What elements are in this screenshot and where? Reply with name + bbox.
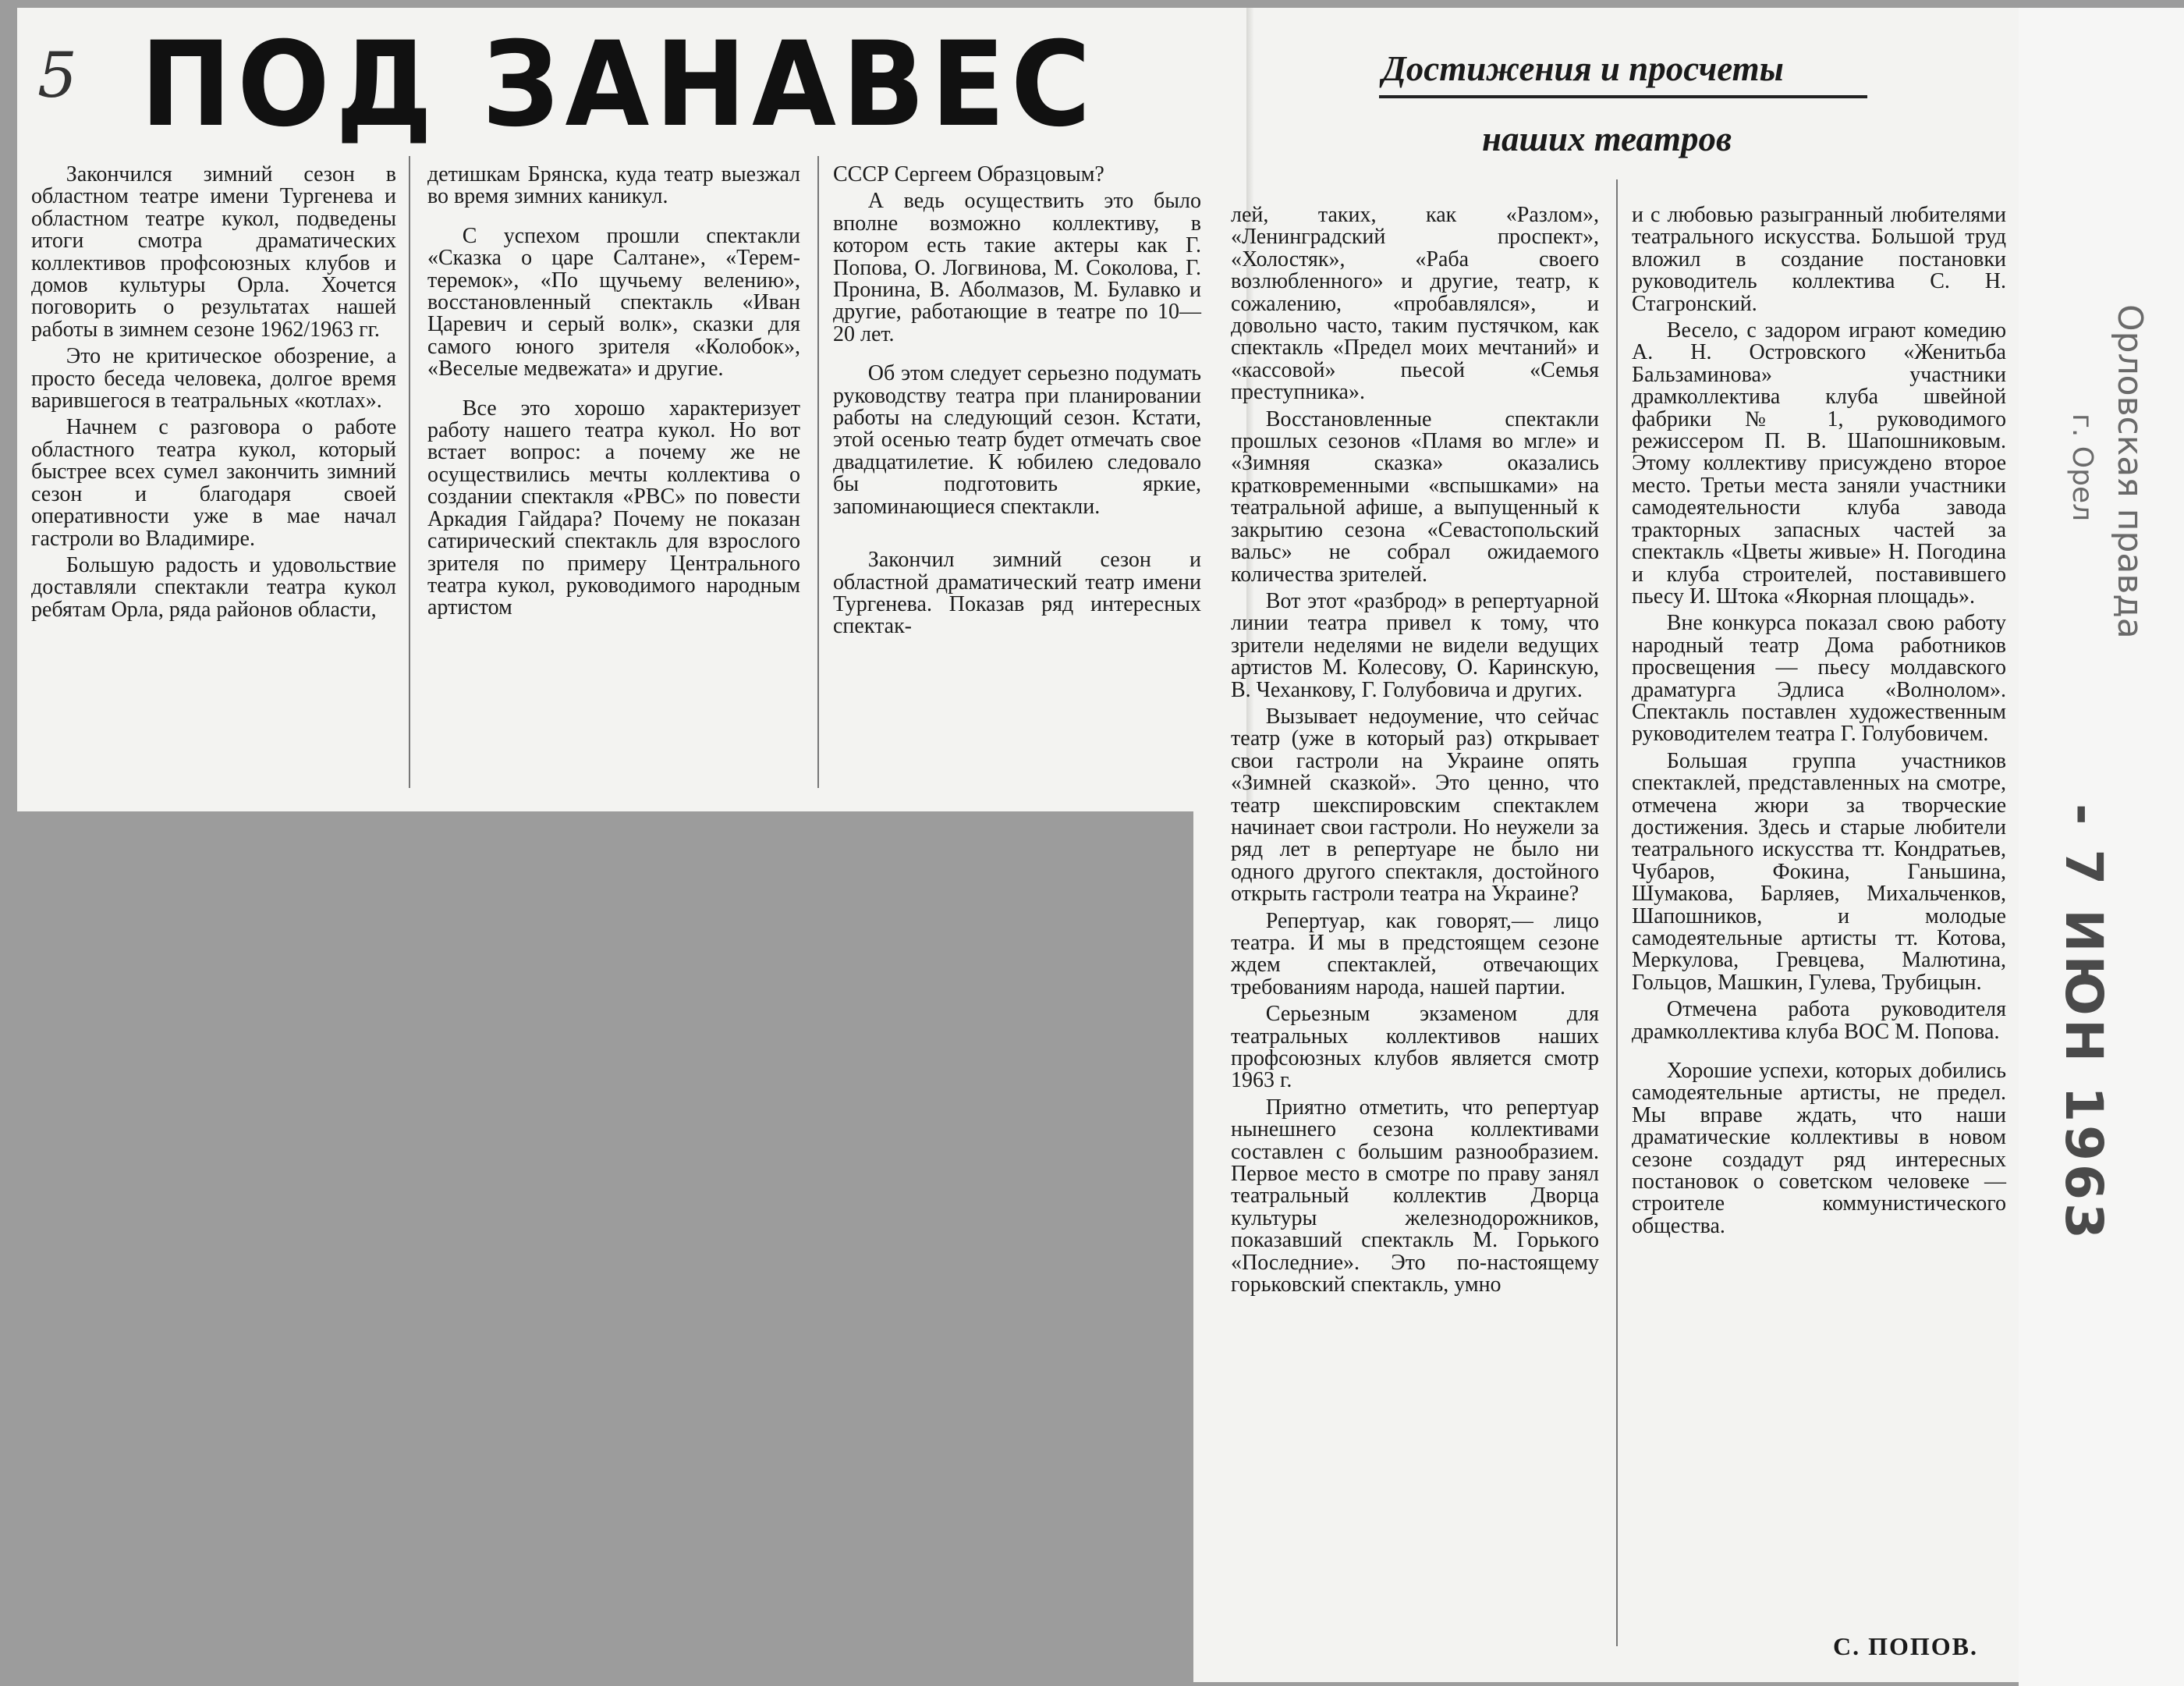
paragraph: Отмечена работа руководителя драмколлектива клуба ВОС М. Попова. xyxy=(1632,997,2006,1044)
article-column-4 xyxy=(1231,204,1599,1297)
paragraph: Хорошие успехи, которых добились самодеятельные артисты, не предел. Мы вправе ждать, что наши драматические коллективы в новом сезоне создадут ряд интересных постановок о советском человеке — строителе коммунистического общества. xyxy=(1632,1059,2006,1238)
column-divider xyxy=(817,156,819,788)
paragraph: Восстановленные спектакли прошлых сезонов «Пламя во мгле» и «Зимняя сказка» оказались кратковременными «вспышками» на театральной афише, а выпущенный к закрытию сезона «Севастопольский вальс» не собрал ожидаемого количества зрителей. xyxy=(1231,406,1599,587)
paragraph: Серьезным экзаменом для театральных коллективов наших профсоюзных клубов является смотр 1963 г. xyxy=(1231,1002,1599,1093)
paragraph: Закончился зимний сезон в областном театре имени Тургенева и областном театре кукол, подведены итоги смотра драматических коллективов профсоюзных клубов и домов культуры Орла. Хочется поговорить о результатах нашей работы в зимнем сезоне 1962/1963 гг. xyxy=(31,162,396,342)
paragraph: Закончил зимний сезон и областной драматический театр имени Тургенева. Показав ряд интересных спектак- xyxy=(833,548,1201,639)
archive-stamp-date: - 7 ИЮН 1963 xyxy=(2054,804,2114,1242)
paragraph: Вне конкурса показал свою работу народный театр Дома работников просвещения — пьесу молдавского драматурга Эдлиса «Волнолом». Спектакль поставлен художественным руководителем театра Г. Голубовичем. xyxy=(1632,611,2006,747)
paragraph: детишкам Брянска, куда театр выезжал во время зимних каникул. xyxy=(427,162,800,209)
paragraph: С успехом прошли спектакли «Сказка о царе Салтане», «Терем-теремок», «По щучьему велению», восстановленный спектакль «Иван Царевич и серый волк», сказки для самого юного зрителя «Колобок», «Веселые медвежата» и другие. xyxy=(427,223,800,382)
paragraph: СССР Сергеем Образцовым? xyxy=(833,162,1104,186)
paragraph: Репертуар, как говорят,— лицо театра. И мы в предстоящем сезоне ждем спектаклей, отвечающих требованиям народа, нашей партии. xyxy=(1231,908,1599,999)
article-column-1 xyxy=(31,164,396,621)
page-number-mark: 5 xyxy=(37,39,77,112)
paragraph: Вот этот «разброд» в репертуарной линии театра привел к тому, что зрители неделями не видели ведущих артистов М. Колесову, О. Каринскую, В. Чеханкову, Г. Голубовича и других. xyxy=(1231,588,1599,702)
paragraph: Начнем с разговора о работе областного театра кукол, который быстрее всех сумел закончить зимний сезон и благодаря своей оперативности уже в мае начал гастроли во Владимире. xyxy=(31,415,396,551)
paragraph: Большую радость и удовольствие доставляли спектакли театра кукол ребятам Орла, ряда районов области, xyxy=(31,552,396,622)
paragraph: Вызывает недоумение, что сейчас театр (уже в который раз) открывает свои гастроли на Украине опять «Зимней сказкой». Это ценно, что театр шекспировским спектаклем начинает свои гастроли. Но неужели за ряд лет в репертуаре не было ни одного другого спектакля, достойного открыть гастроли театра на Украине? xyxy=(1231,704,1599,907)
paragraph: Об этом следует серьезно подумать руководству театра при планировании работы на следующий сезон. Кстати, этой осенью театр будет отмечать свое двадцатилетие. К юбилею следовало бы подготовить яркие, запоминающиеся спектакли. xyxy=(833,361,1201,519)
article-headline: ПОД ЗАНАВЕС xyxy=(140,17,1097,153)
paragraph: и с любовью разыгранный любителями театрального искусства. Большой труд вложил в создание постановки руководитель коллектива С. Н. Стагронский. xyxy=(1632,203,2006,316)
paragraph: Приятно отметить, что репертуар нынешнего сезона коллективами составлен с большим разнообразием. Первое место в смотре по праву занял театральный коллектив Дворца культуры железнодорожников, показавший спектакль М. Горького «Последние». Это по-настоящему горьковский спектакль, умно xyxy=(1231,1095,1599,1297)
article-column-2 xyxy=(427,164,800,619)
paragraph: Это не критическое обозрение, а просто беседа человека, долгое время варившегося в театральных «котлах». xyxy=(31,344,396,414)
author-signature: С. ПОПОВ. xyxy=(1833,1632,1979,1660)
archive-stamp-newspaper: Орловская правда xyxy=(2110,304,2150,639)
subhead-rule xyxy=(1379,95,1867,98)
article-subhead-line-1: Достижения и просчеты xyxy=(1382,49,1784,88)
paragraph: А ведь осуществить это было вполне возможно коллективу, в котором есть такие актеры как Г. Попова, О. Логвинова, М. Соколова, Г. Пронина, В. Аболмазов, М. Булавко и другие, работающие в театре по 10—20 лет. xyxy=(833,189,1201,346)
paragraph: лей, таких, как «Разлом», «Ленинградский проспект», «Холостяк», «Раба своего возлюбленного» и другие, театр, к сожалению, «пробавлялся», и довольно часто, таким пустячком, как спектакль «Предел моих мечтаний» и «кассовой» пьесой «Семья преступника». xyxy=(1231,203,1599,405)
column-divider xyxy=(409,156,410,788)
article-subhead-line-2: наших театров xyxy=(1482,119,1732,158)
paragraph: Весело, с задором играют комедию А. Н. Островского «Женитьба Бальзаминова» участники драмколлектива клуба швейной фабрики № 1, руководимого режиссером П. В. Шапошниковым. Этому коллективу присуждено второе место. Третьи места заняли участники самодеятельности клуба завода тракторных запасных частей за спектакль «Цветы живые» Н. Погодина и клуба строителей, поставившего пьесу И. Штока «Якорная площадь». xyxy=(1632,318,2006,609)
article-column-5 xyxy=(1632,204,2006,1237)
article-column-3 xyxy=(833,164,1201,638)
archive-stamp-city: г. Орел xyxy=(2066,414,2098,522)
paragraph: Все это хорошо характеризует работу нашего театра кукол. Но вот встает вопрос: а почему же не осуществились мечты коллектива о создании спектакля «РВС» по повести Аркадия Гайдара? Почему не показан сатирический спектакль для взрослого зрителя по примеру Центрального театра кукол, руководимого народным артистом xyxy=(427,396,800,620)
paragraph: Большая группа участников спектаклей, представленных на смотре, отмечена жюри за творческие достижения. Здесь и старые любители театрального искусства тт. Кондратьев, Чубаров, Фокина, Ганьшина, Шумакова, Барляев, Михальченков, Шапошников, и молодые самодеятельные артисты тт. Котова, Меркулова, Гревцева, Малютина, Гольцов, Машкин, Гулева, Трубицын. xyxy=(1632,748,2006,995)
column-divider xyxy=(1616,179,1618,1646)
